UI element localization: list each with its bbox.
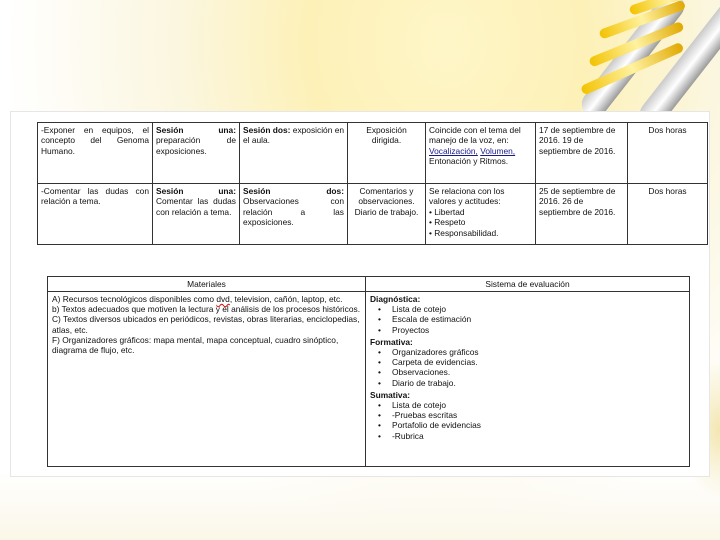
session-two-cell	[240, 184, 348, 245]
table-row	[48, 292, 690, 467]
session-two-cell	[240, 123, 348, 184]
evaluation-cell	[366, 292, 690, 467]
date-cell: 25 de septiembre de 2016. 26 de septiembre de 2016.	[536, 184, 628, 245]
values-text: Coincide con el tema del manejo de la voz, en:	[429, 125, 521, 146]
session-label: Sesión una:	[156, 125, 236, 135]
list-item: • -Pruebas escritas	[392, 410, 685, 420]
materials-cell	[48, 292, 366, 467]
material-item	[52, 294, 361, 304]
technique-cell: Exposición dirigida.	[348, 123, 426, 184]
material-item: F) Organizadores gráficos: mapa mental, mapa conceptual, cuadro sinóptico, diagrama de flujo, etc.	[52, 334, 339, 356]
table-row	[38, 123, 708, 184]
diagnostic-list	[370, 304, 685, 335]
materials-header: Materiales	[48, 277, 366, 292]
values-cell	[426, 184, 536, 245]
list-item: • Lista de cotejo	[392, 304, 685, 314]
values-cell	[426, 123, 536, 184]
list-item: • Portafolio de evidencias	[392, 420, 685, 430]
activity-cell: -Exponer en equipos, el concepto del Genoma Humano.	[38, 123, 153, 184]
list-item: • Escala de estimación	[392, 314, 685, 324]
sessions-table	[37, 122, 708, 245]
duration-cell: Dos horas	[628, 123, 708, 184]
value-item: • Respeto	[429, 217, 466, 228]
vocalization-link: Vocalización,	[429, 145, 478, 156]
evaluation-header: Sistema de evaluación	[366, 277, 690, 292]
values-text: Se relaciona con los valores y actitudes:	[429, 186, 505, 207]
formative-title: Formativa:	[370, 336, 413, 347]
list-item: • Diario de trabajo.	[392, 378, 685, 388]
bottom-decoration	[0, 470, 720, 540]
summative-list	[370, 400, 685, 441]
table-row	[38, 184, 708, 245]
volume-link: Volumen,	[480, 145, 516, 156]
session-label: Sesión dos:	[243, 125, 291, 135]
material-item: b) Textos adecuados que motiven la lectura y el análisis de los procesos históricos.	[52, 304, 361, 315]
list-item: • Carpeta de evidencias.	[392, 357, 685, 367]
session-label: Sesión una:	[156, 186, 236, 196]
diagnostic-title: Diagnóstica:	[370, 294, 421, 304]
formative-list	[370, 347, 685, 388]
document-page	[10, 111, 710, 477]
session-one-cell	[153, 123, 240, 184]
summative-title: Sumativa:	[370, 389, 411, 400]
list-item: • Lista de cotejo	[392, 400, 685, 410]
session-text: Comentar las dudas con relación a tema.	[156, 196, 236, 217]
material-text: , television, cañón, laptop, etc.	[229, 294, 343, 304]
session-one-cell	[153, 184, 240, 245]
list-item: • Observaciones.	[392, 367, 685, 377]
list-item: • Organizadores gráficos	[392, 347, 685, 357]
dvd-text: dvd	[216, 294, 230, 304]
values-text: Entonación y Ritmos.	[429, 156, 509, 167]
session-text: preparación de exposiciones.	[156, 135, 236, 156]
material-item: C) Textos diversos ubicados en periódicos, revistas, obras literarias, enciclopedias, atlas, etc.	[52, 314, 360, 335]
duration-cell: Dos horas	[628, 184, 708, 245]
session-text: exposición en el aula.	[243, 125, 345, 146]
date-cell: 17 de septiembre de 2016. 19 de septiembre de 2016.	[536, 123, 628, 184]
materials-evaluation-table	[47, 276, 690, 467]
value-item: • Libertad	[429, 206, 465, 217]
value-item: • Responsabilidad.	[429, 227, 499, 238]
technique-cell: Comentarios y observaciones. Diario de trabajo.	[348, 184, 426, 245]
session-text: Observaciones con relación a las exposiciones.	[243, 196, 344, 228]
activity-cell: -Comentar las dudas con relación a tema.	[38, 184, 153, 245]
material-text: A) Recursos tecnológicos disponibles como	[52, 294, 217, 304]
session-label: Sesión dos:	[243, 186, 344, 196]
table-header-row	[48, 277, 690, 292]
list-item: • Proyectos	[392, 325, 685, 335]
list-item: • -Rubrica	[392, 431, 685, 441]
